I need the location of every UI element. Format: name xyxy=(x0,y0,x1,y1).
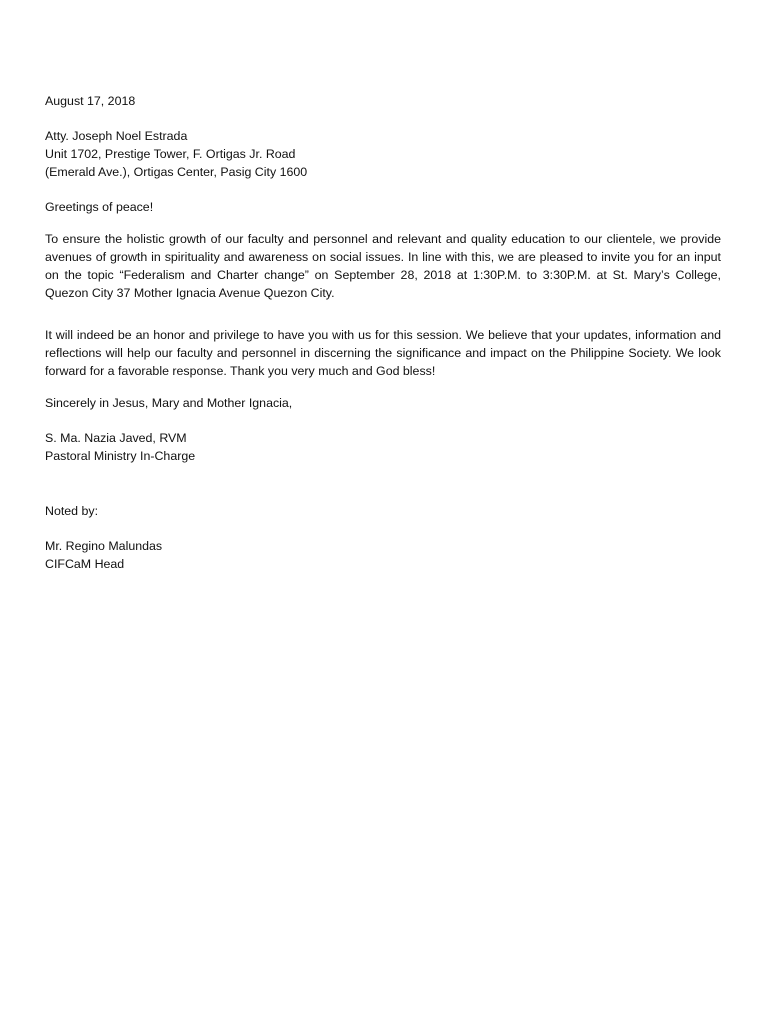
noter-name: Mr. Regino Malundas xyxy=(45,539,163,553)
recipient-address-line-1: Unit 1702, Prestige Tower, F. Ortigas Jr. Road xyxy=(45,147,296,161)
recipient-name: Atty. Joseph Noel Estrada xyxy=(45,129,188,143)
signatory-block xyxy=(45,429,721,465)
spacer xyxy=(45,302,721,326)
body-paragraph-2: It will indeed be an honor and privilege to have you with us for this session. We believe that your updates, information and reflections will help our faculty and personnel in discerning the significance and impact on the Philippine Society. We look forward for a favorable response. Thank you very much and God bless! xyxy=(45,328,721,378)
greeting: Greetings of peace! xyxy=(45,200,154,214)
recipient-block xyxy=(45,127,721,181)
spacer xyxy=(45,520,721,537)
spacer xyxy=(45,110,721,127)
spacer xyxy=(45,216,721,230)
body-paragraph-1: To ensure the holistic growth of our faculty and personnel and relevant and quality education to our clientele, we provide avenues of growth in spirituality and awareness on social issues. In line with this, we are pleased to invite you for an input on the topic “Federalism and Charter change” on September 28, 2018 at 1:30P.M. to 3:30P.M. at St. Mary’s College, Quezon City 37 Mother Ignacia Avenue Quezon City. xyxy=(45,232,721,300)
recipient-address-line-2: (Emerald Ave.), Ortigas Center, Pasig City 1600 xyxy=(45,165,308,179)
spacer xyxy=(45,181,721,198)
letter-page xyxy=(45,92,721,573)
spacer xyxy=(45,380,721,394)
spacer xyxy=(45,412,721,429)
letter-date: August 17, 2018 xyxy=(45,94,136,108)
noted-by-label: Noted by: xyxy=(45,504,99,518)
signatory-name: S. Ma. Nazia Javed, RVM xyxy=(45,431,187,445)
signatory-title: Pastoral Ministry In-Charge xyxy=(45,449,196,463)
noter-block xyxy=(45,537,721,573)
spacer xyxy=(45,465,721,502)
noter-title: CIFCaM Head xyxy=(45,557,125,571)
closing: Sincerely in Jesus, Mary and Mother Ignacia, xyxy=(45,396,293,410)
